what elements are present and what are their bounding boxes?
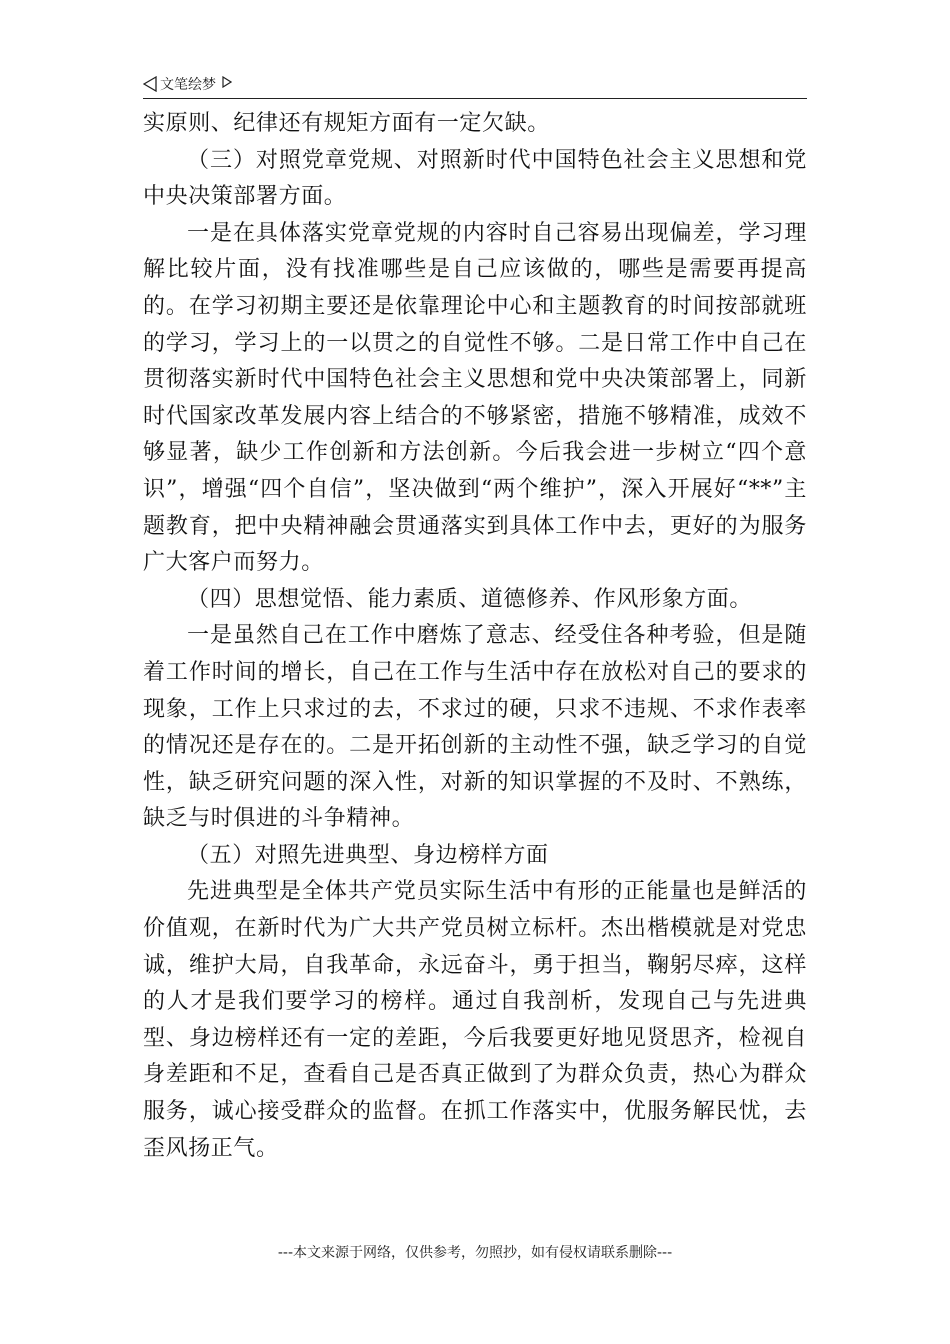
page-header — [143, 74, 807, 99]
paragraph-section-5: 先进典型是全体共产党员实际生活中有形的正能量也是鲜活的价值观，在新时代为广大共产党员树立标杆。杰出楷模就是对党忠诚，维护大局，自我革命，永远奋斗，勇于担当，鞠躬尽瘁，这样的人才是我们要学习的榜样。通过自我剖析，发现自己与先进典型、身边榜样还有一定的差距，今后我要更好地见贤思齐，检视自身差距和不足，查看自己是否真正做到了为群众负责，热心为群众服务，诚心接受群众的监督。在抓工作落实中，优服务解民忧，去歪风扬正气。 — [143, 879, 807, 1161]
section-heading-3: （三）对照党章党规、对照新时代中国特色社会主义思想和党中央决策部署方面。 — [143, 147, 807, 210]
right-triangle-icon — [222, 76, 232, 88]
paragraph-section-3: 一是在具体落实党章党规的内容时自己容易出现偏差，学习理解比较片面，没有找准哪些是自己应该做的，哪些是需要再提高的。在学习初期主要还是依靠理论中心和主题教育的时间按部就班的学习，学习上的一以贯之的自觉性不够。二是日常工作中自己在贯彻落实新时代中国特色社会主义思想和党中央决策部署上，同新时代国家改革发展内容上结合的不够紧密，措施不够精准，成效不够显著，缺少工作创新和方法创新。今后我会进一步树立“四个意识”，增强“四个自信”，坚决做到“两个维护”，深入开展好“**”主题教育，把中央精神融会贯通落实到具体工作中去，更好的为服务广大客户而努力。 — [143, 220, 807, 576]
section-heading-5: （五）对照先进典型、身边榜样方面 — [187, 842, 549, 868]
document-body — [143, 106, 807, 1167]
paragraph-section-4: 一是虽然自己在工作中磨炼了意志、经受住各种考验，但是随着工作时间的增长，自己在工作与生活中存在放松对自己的要求的现象，工作上只求过的去，不求过的硬，只求不违规、不求作表率的情况还是存在的。二是开拓创新的主动性不强，缺乏学习的自觉性，缺乏研究问题的深入性，对新的知识掌握的不及时、不熟练，缺乏与时俱进的斗争精神。 — [143, 623, 807, 832]
paragraph-continuation: 实原则、纪律还有规矩方面有一定欠缺。 — [143, 111, 550, 136]
section-heading-4: （四）思想觉悟、能力素质、道德修养、作风形象方面。 — [187, 586, 753, 612]
footer-disclaimer: ---本文来源于网络，仅供参考，勿照抄，如有侵权请联系删除--- — [277, 1245, 673, 1261]
header-brand: 文笔绘梦 — [160, 77, 216, 93]
left-triangle-icon — [143, 76, 157, 92]
